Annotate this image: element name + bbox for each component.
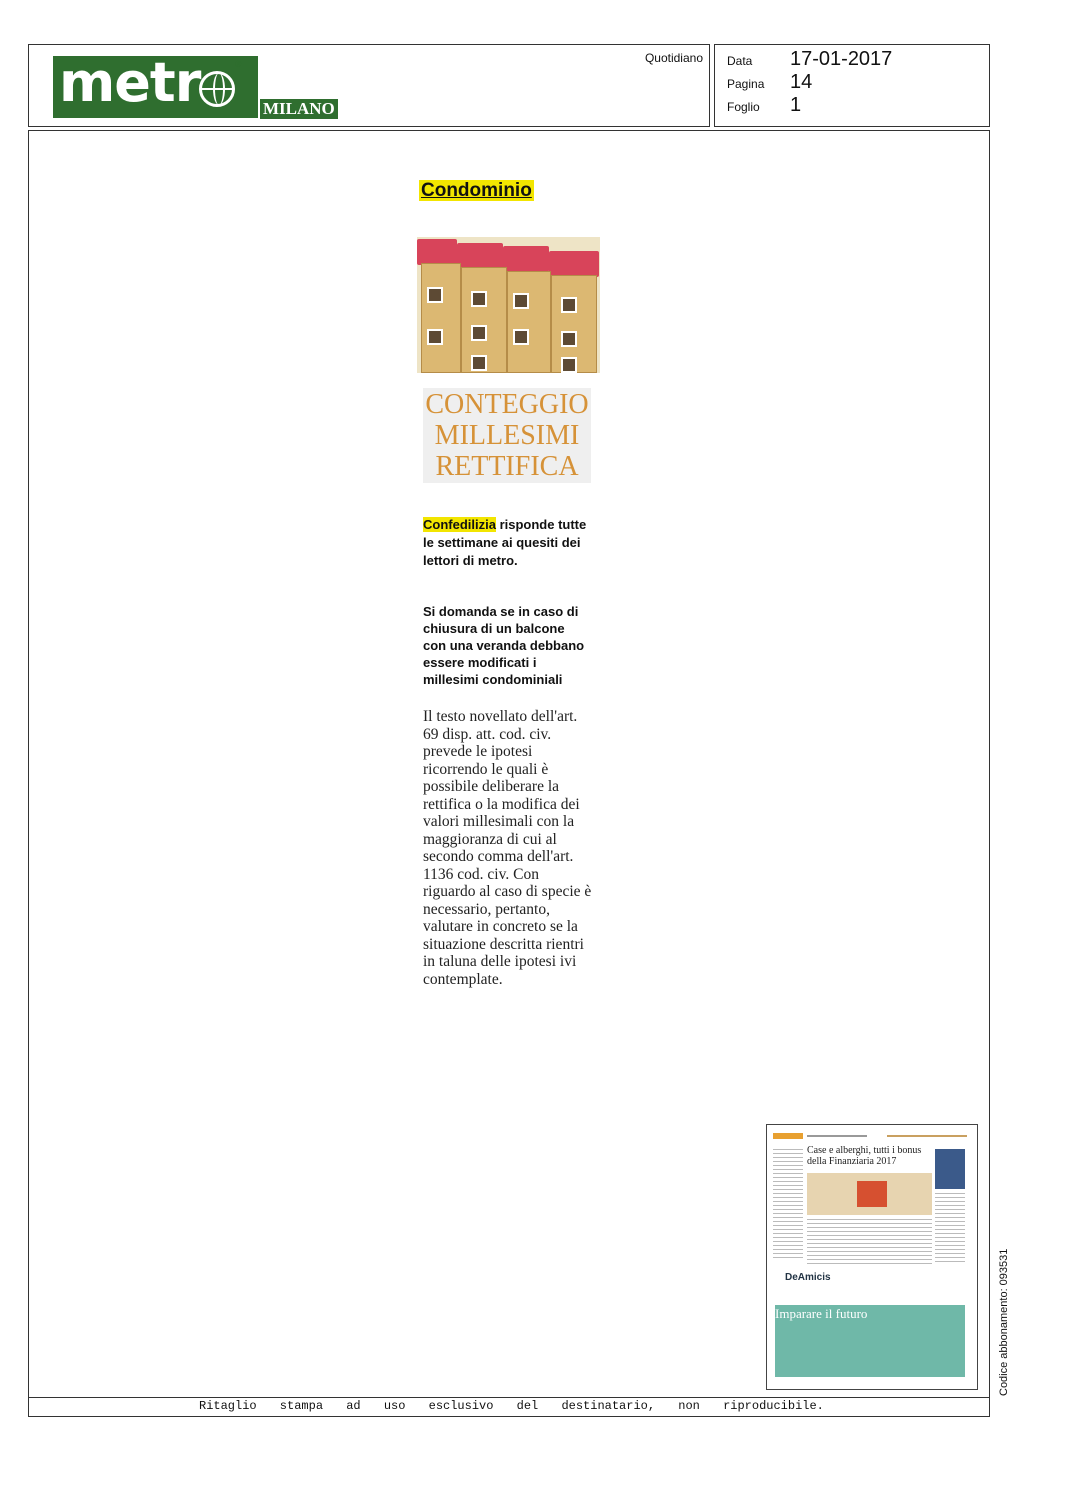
answer-paragraph: Il testo novellato dell'art. 69 disp. att. cod. civ. prevede le ipotesi ricorrendo le quali è possibile deliberare la rettifica o la modifica dei valori millesimali con la maggioranza di cui al secondo comma dell'art. 1136 cod. civ. Con riguardo al caso di specie è necessario, pertanto, valutare in concreto se la situazione descritta rientri in taluna delle ipotesi ivi contemplate. — [423, 708, 592, 988]
page-thumbnail — [766, 1124, 978, 1390]
condominium-photo — [417, 237, 600, 373]
lead-highlight: Confedilizia — [423, 517, 496, 532]
meta-label-date: Data — [727, 54, 753, 68]
meta-value-sheet: 1 — [790, 94, 802, 116]
meta-value-page: 14 — [790, 71, 813, 93]
thumbnail-brand: DeAmicis — [785, 1272, 831, 1283]
thumbnail-banner-title: Imparare il futuro — [775, 1306, 868, 1321]
globe-icon — [199, 71, 235, 107]
lead-text: risponde tutte le settimane ai quesiti dei lettori di metro. — [423, 517, 587, 568]
metro-logo — [53, 51, 258, 118]
footer-notice: Ritaglio stampa ad uso esclusivo del destinatario, non riproducibile. — [199, 1399, 824, 1413]
footer-box — [28, 1398, 990, 1417]
headline-line-1: CONTEGGIO — [425, 389, 589, 420]
lead-paragraph — [423, 516, 591, 570]
subscription-code: Codice abbonamento: 093531 — [998, 1248, 1010, 1396]
masthead-box — [28, 44, 710, 127]
meta-value-date: 17-01-2017 — [790, 48, 893, 70]
headline-line-3: RETTIFICA — [435, 451, 579, 482]
thumbnail-headline: Case e alberghi, tutti i bonus della Finanziaria 2017 — [807, 1145, 922, 1167]
question-paragraph: Si domanda se in caso di chiusura di un balcone con una veranda debbano essere modificati i millesimi condominiali — [423, 604, 585, 687]
headline — [423, 388, 591, 483]
meta-label-sheet: Foglio — [727, 100, 760, 114]
headline-line-2: MILLESIMI — [434, 420, 580, 451]
meta-label-page: Pagina — [727, 77, 765, 91]
publication-type: Quotidiano — [644, 51, 703, 65]
section-label: Condominio — [421, 180, 532, 201]
logo-text: metr — [59, 51, 201, 114]
edition-label: MILANO — [260, 99, 338, 119]
metadata-box — [714, 44, 990, 127]
registered-mark: ® — [235, 59, 242, 69]
